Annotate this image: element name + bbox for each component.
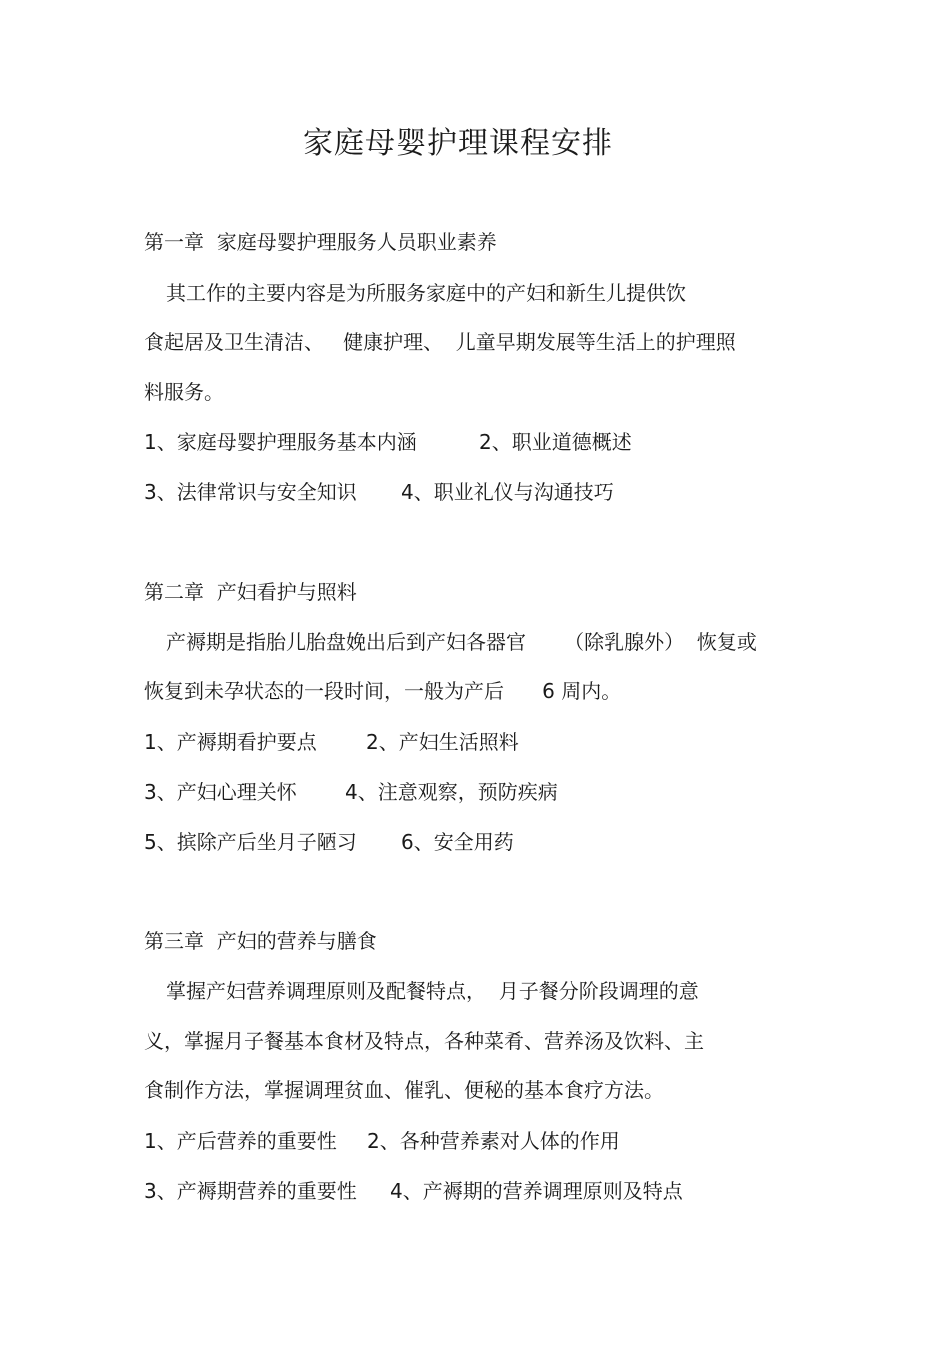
chapter-2-item-5: 5、摈除产后坐月子陋习 — [144, 830, 357, 854]
chapter-3-item-4: 4、产褥期的营养调理原则及特点 — [390, 1179, 683, 1203]
chapter-1-item-1: 1、家庭母婴护理服务基本内涵 — [144, 430, 417, 454]
chapter-2-item-1: 1、产褥期看护要点 — [144, 730, 317, 754]
chapter-1-item-2: 2、职业道德概述 — [479, 430, 632, 454]
chapter-3-para-line-1: 掌握产妇营养调理原则及配餐特点， 月子餐分阶段调理的意 — [166, 979, 699, 1003]
chapter-2-item-4: 4、注意观察，预防疾病 — [345, 780, 558, 804]
chapter-3-heading: 第三章 产妇的营养与膳食 — [144, 929, 377, 953]
chapter-2-item-6: 6、安全用药 — [401, 830, 514, 854]
chapter-1-para-line-3: 料服务。 — [144, 380, 224, 404]
chapter-3-item-3: 3、产褥期营养的重要性 — [144, 1179, 357, 1203]
chapter-3-item-1: 1、产后营养的重要性 — [144, 1129, 337, 1153]
chapter-3-para-line-2: 义，掌握月子餐基本食材及特点，各种菜肴、营养汤及饮料、主 — [144, 1029, 704, 1053]
chapter-2-item-2: 2、产妇生活照料 — [366, 730, 519, 754]
chapter-1-para-line-2: 食起居及卫生清洁、 健康护理、 儿童早期发展等生活上的护理照 — [144, 330, 736, 354]
chapter-1-para-line-1: 其工作的主要内容是为所服务家庭中的产妇和新生儿提供饮 — [166, 281, 686, 305]
chapter-2-heading: 第二章 产妇看护与照料 — [144, 580, 357, 604]
chapter-3-para-line-3: 食制作方法，掌握调理贫血、催乳、便秘的基本食疗方法。 — [144, 1078, 664, 1102]
chapter-2-para-line-1: 产褥期是指胎儿胎盘娩出后到产妇各器官 （除乳腺外） 恢复或 — [166, 630, 757, 654]
chapter-1-item-3: 3、法律常识与安全知识 — [144, 480, 357, 504]
chapter-2-item-3: 3、产妇心理关怀 — [144, 780, 297, 804]
chapter-1-item-4: 4、职业礼仪与沟通技巧 — [401, 480, 614, 504]
document-title: 家庭母婴护理课程安排 — [303, 126, 613, 161]
chapter-1-heading: 第一章 家庭母婴护理服务人员职业素养 — [144, 230, 497, 254]
chapter-2-para-line-2: 恢复到未孕状态的一段时间，一般为产后 6 周内。 — [144, 679, 622, 703]
chapter-3-item-2: 2、各种营养素对人体的作用 — [367, 1129, 620, 1153]
